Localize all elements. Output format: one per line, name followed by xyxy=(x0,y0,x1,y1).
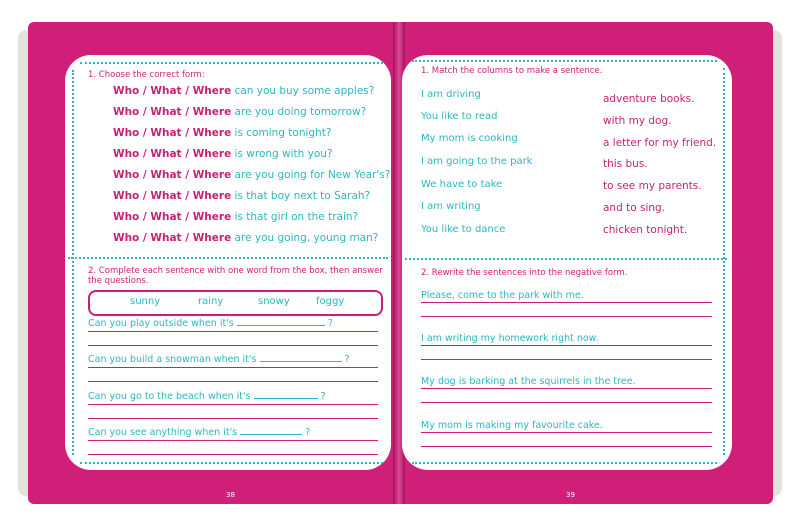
match-right-item: chicken tonight. xyxy=(603,224,688,236)
fill-question: Can you build a snowman when it's ? xyxy=(88,354,350,365)
rewrite-sentence: My dog is barking at the squirrels in the tree. xyxy=(421,376,636,387)
choose-form-question: Who / What / Where are you going, young man? xyxy=(113,232,379,244)
answer-line xyxy=(88,381,378,382)
answer-line xyxy=(88,440,378,441)
choose-form-question: Who / What / Where is coming tonight? xyxy=(113,127,332,139)
match-left-item: I am writing xyxy=(421,201,481,212)
answer-blank[interactable] xyxy=(254,389,318,399)
match-right-item: to see my parents. xyxy=(603,180,702,192)
match-left-item: I am driving xyxy=(421,89,481,100)
answer-line xyxy=(88,418,378,419)
rewrite-sentence: My mom is making my favourite cake. xyxy=(421,420,603,431)
choose-form-title: 1. Choose the correct form: xyxy=(88,70,205,80)
answer-line xyxy=(421,388,712,389)
fill-question: Can you see anything when it's ? xyxy=(88,427,311,438)
match-left-item: You like to read xyxy=(421,111,498,122)
match-right-item: and to sing. xyxy=(603,202,666,214)
choose-form-question: Who / What / Where is that girl on the train? xyxy=(113,211,359,223)
answer-line xyxy=(421,345,712,346)
match-right-item: adventure books. xyxy=(603,93,695,105)
complete-sentence-title: 2. Complete each sentence with one word from the box, then answer xyxy=(88,266,383,276)
left-frame-left xyxy=(72,70,74,455)
word-box xyxy=(88,290,383,316)
answer-line xyxy=(421,402,712,403)
fill-question: Can you play outside when it's ? xyxy=(88,318,333,329)
answer-line xyxy=(421,432,712,433)
right-frame-right xyxy=(723,68,725,455)
answer-line xyxy=(88,367,378,368)
answer-blank[interactable] xyxy=(237,316,325,326)
complete-sentence-title-cont: the questions. xyxy=(88,276,149,286)
word-option: foggy xyxy=(316,296,345,307)
right-frame-divider xyxy=(405,258,727,260)
answer-line xyxy=(421,316,712,317)
left-frame-divider xyxy=(68,257,388,259)
match-left-item: My mom is cooking xyxy=(421,133,518,144)
word-option: rainy xyxy=(198,296,224,307)
match-right-item: a letter for my friend. xyxy=(603,137,717,149)
match-right-item: with my dog. xyxy=(603,115,672,127)
page-number-right: 39 xyxy=(566,491,575,499)
answer-line xyxy=(421,446,712,447)
right-frame-bottom xyxy=(412,462,717,464)
answer-blank[interactable] xyxy=(260,352,342,362)
page-number-left: 38 xyxy=(226,491,235,499)
answer-line xyxy=(88,345,378,346)
left-frame-top xyxy=(80,62,383,64)
rewrite-sentence: I am writing my homework right now. xyxy=(421,333,599,344)
answer-line xyxy=(421,359,712,360)
choose-form-question: Who / What / Where can you buy some apples? xyxy=(113,85,375,97)
answer-line xyxy=(88,404,378,405)
match-columns-title: 1. Match the columns to make a sentence. xyxy=(421,66,603,76)
match-left-item: I am going to the park xyxy=(421,156,533,167)
choose-form-question: Who / What / Where is that boy next to Sarah? xyxy=(113,190,371,202)
choose-form-question: Who / What / Where are you doing tomorrow? xyxy=(113,106,367,118)
choose-form-question: Who / What / Where is wrong with you? xyxy=(113,148,333,160)
answer-line xyxy=(88,454,378,455)
match-left-item: We have to take xyxy=(421,179,503,190)
rewrite-sentence: Please, come to the park with me. xyxy=(421,290,584,301)
match-left-item: You like to dance xyxy=(421,224,506,235)
word-option: snowy xyxy=(258,296,290,307)
choose-form-question: Who / What / Where are you going for New Year's? xyxy=(113,169,391,181)
answer-blank[interactable] xyxy=(240,425,302,435)
answer-line xyxy=(88,331,378,332)
match-right-item: this bus. xyxy=(603,158,648,170)
answer-line xyxy=(421,302,712,303)
word-option: sunny xyxy=(130,296,161,307)
fill-question: Can you go to the beach when it's ? xyxy=(88,391,326,402)
negative-form-title: 2. Rewrite the sentences into the negative form. xyxy=(421,268,628,278)
left-frame-bottom xyxy=(80,462,383,464)
right-frame-top xyxy=(412,60,717,62)
